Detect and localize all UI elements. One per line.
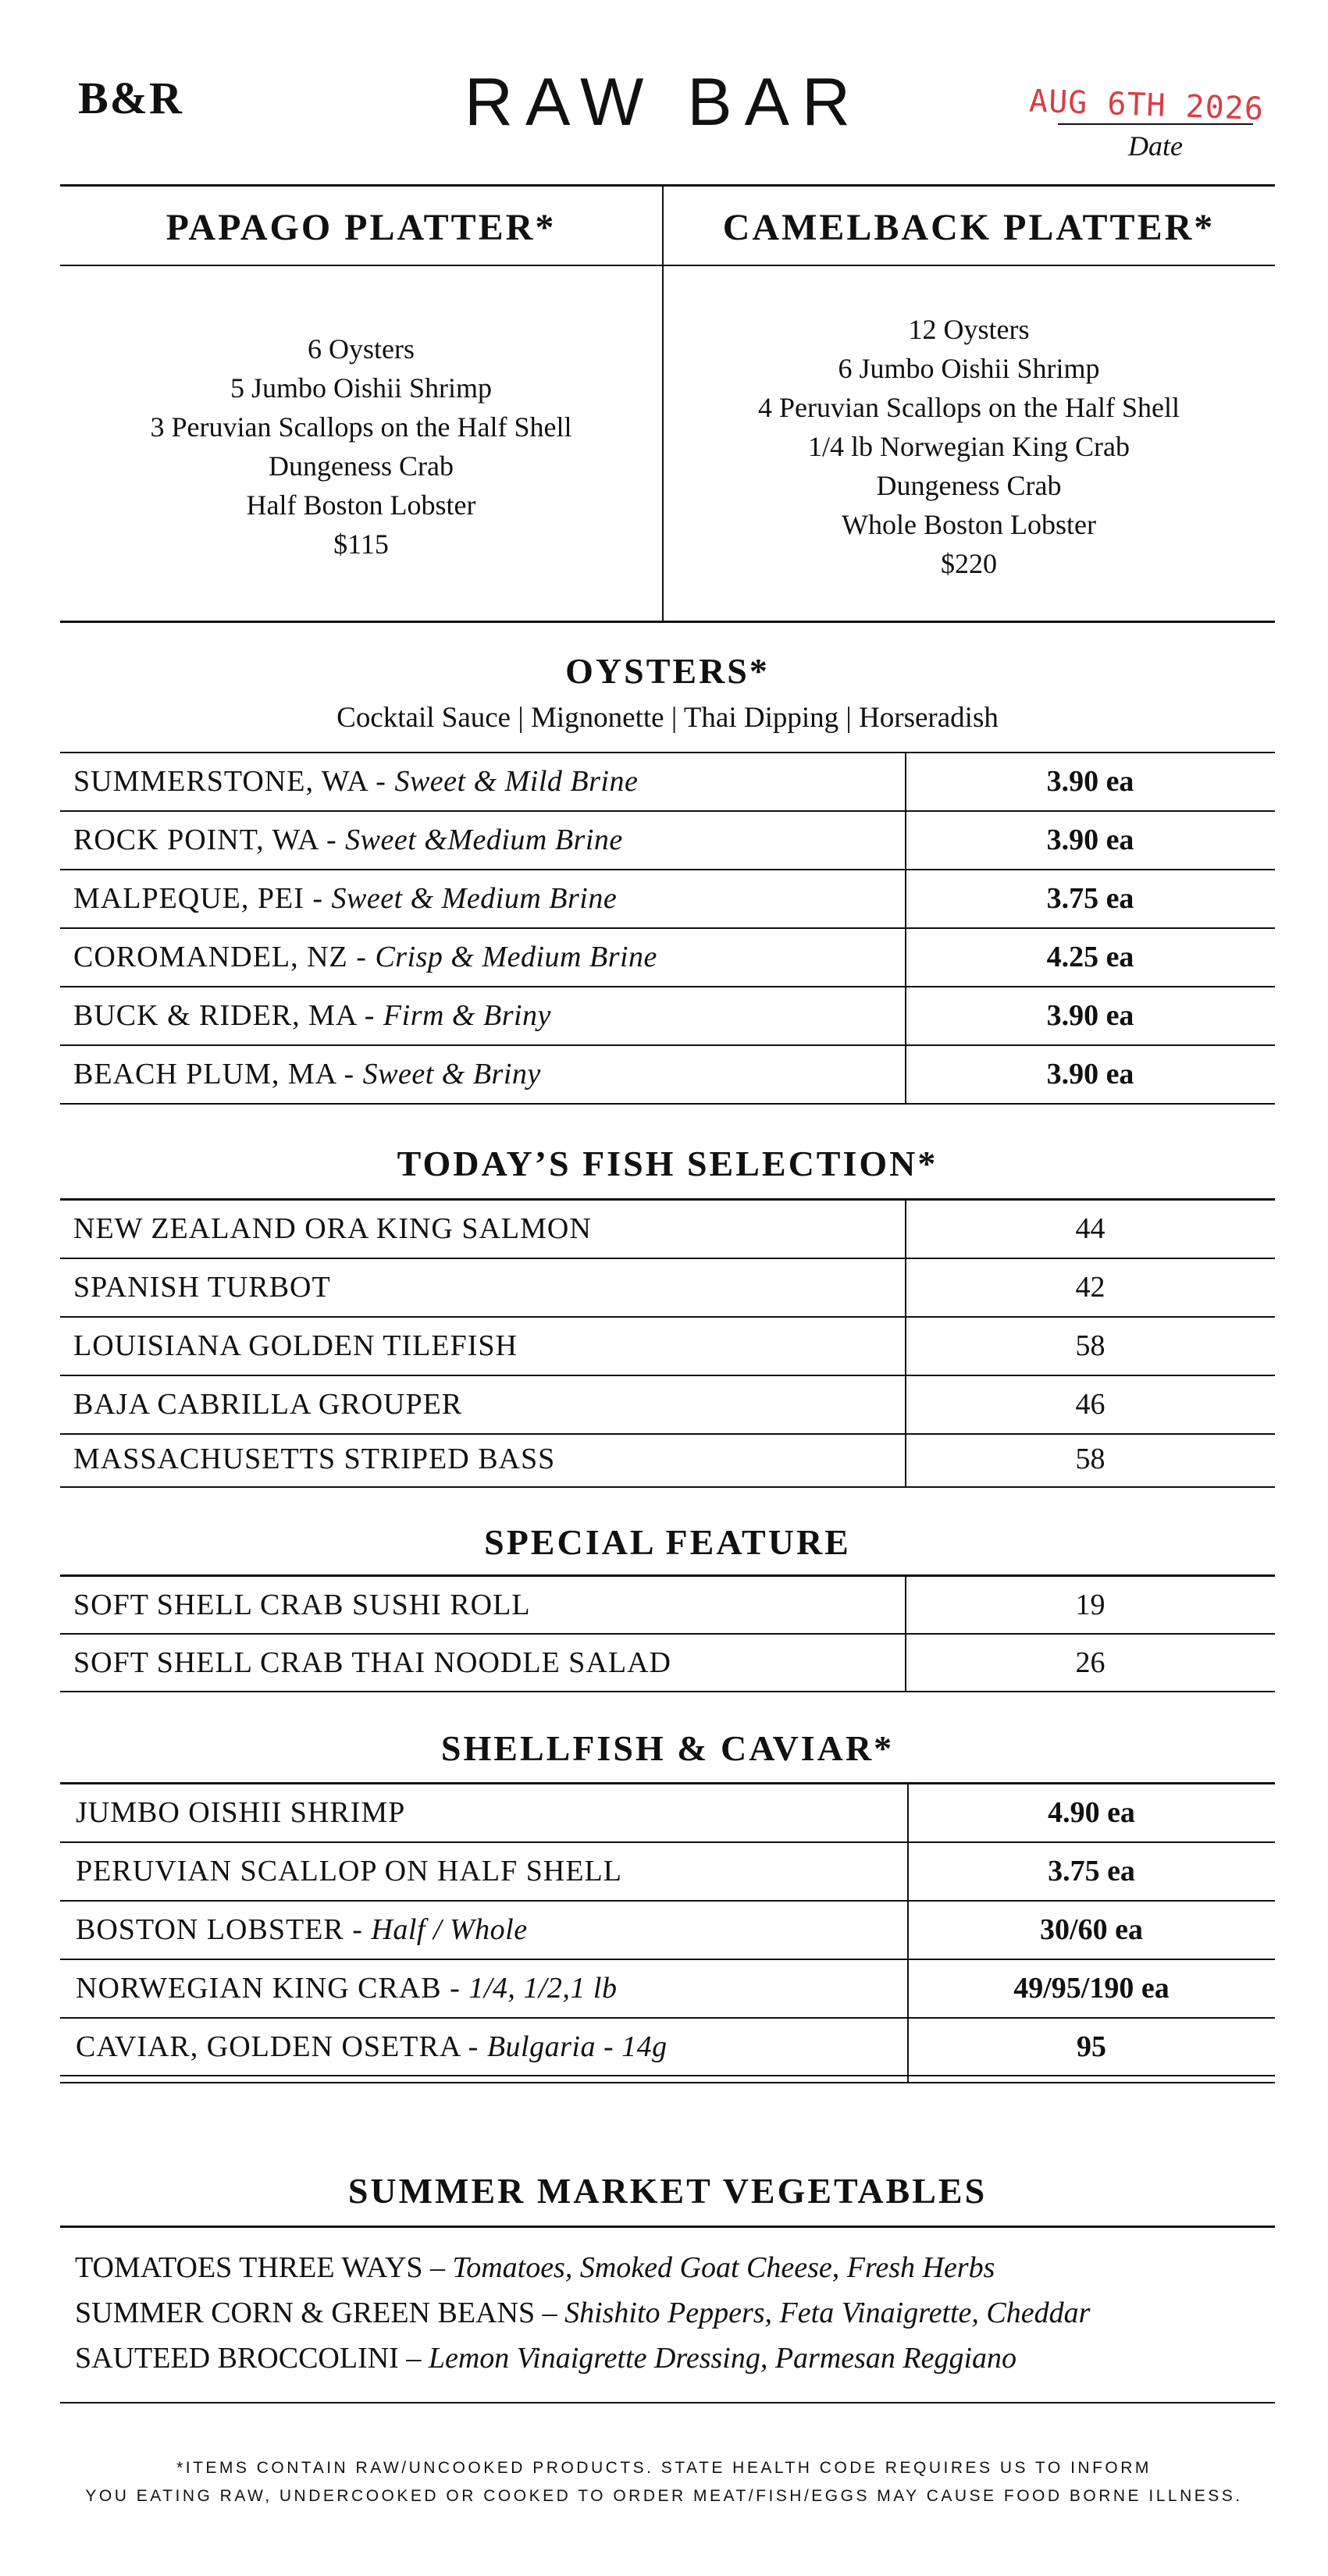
oyster-name: ROCK POINT, WA - [73,824,346,856]
vegetable-name: SUMMER CORN & GREEN BEANS – [75,2297,565,2329]
platter-header-rule [60,265,1275,266]
list-item: Dungeness Crab [876,470,1062,501]
list-item [75,2250,995,2285]
list-item: Half Boston Lobster [246,489,476,521]
shellfish-name: BOSTON LOBSTER - [76,1913,372,1946]
vegetables-top-rule [60,2226,1275,2228]
fish-price: 46 [1075,1388,1105,1421]
vegetable-description: Tomatoes, Smoked Goat Cheese, Fresh Herbs [452,2251,995,2284]
oyster-description: Firm & Briny [383,999,551,1032]
table-row [60,1258,1275,1317]
table-row [60,1045,1275,1104]
table-row [60,1901,1275,1959]
fish-table-bottom [60,1486,1275,1488]
platter-price: $220 [941,548,997,579]
shellfish-table-bottom [60,2075,1275,2076]
fish-price: 58 [1075,1329,1105,1362]
fish-name: LOUISIANA GOLDEN TILEFISH [73,1329,518,1362]
vegetable-name: SAUTEED BROCCOLINI – [75,2342,429,2375]
fish-name: NEW ZEALAND ORA KING SALMON [73,1212,592,1245]
brand-logo: B&R [78,73,183,123]
shellfish-name: JUMBO OISHII SHRIMP [76,1796,406,1829]
platter-top-rule [60,184,1275,187]
oyster-name: MALPEQUE, PEI - [73,882,332,915]
date-underline [1058,123,1253,125]
papago-platter-title: PAPAGO PLATTER* [166,207,557,248]
shellfish-title: SHELLFISH & CAVIAR* [440,1728,895,1768]
table-row [60,753,1275,811]
list-item: 4 Peruvian Scallops on the Half Shell [758,392,1180,423]
list-item: 6 Oysters [308,333,415,365]
table-row [60,1842,1275,1901]
fish-title: TODAY’S FISH SELECTION* [397,1144,938,1183]
shellfish-price: 95 [1077,2030,1106,2063]
list-item: 1/4 lb Norwegian King Crab [808,431,1130,462]
table-row [60,1784,1275,1842]
special-table-bottom [60,1691,1275,1692]
health-notice-line-1: *ITEMS CONTAIN RAW/UNCOOKED PRODUCTS. STATE HEALTH CODE REQUIRES US TO INFORM [176,2459,1152,2477]
papago-platter-items [60,329,662,564]
oysters-table-bottom [60,1103,1275,1105]
date-label: Date [1128,130,1183,162]
oysters-title: OYSTERS* [565,651,770,691]
shellfish-table-bottom-double [60,2082,1275,2083]
table-row [60,811,1275,870]
list-item: Dungeness Crab [269,450,454,482]
shellfish-description: 1/4, 1/2,1 lb [468,1972,618,2005]
shellfish-name: PERUVIAN SCALLOP ON HALF SHELL [76,1855,622,1888]
shellfish-description: Half / Whole [371,1913,528,1946]
vegetable-description: Shishito Peppers, Feta Vinaigrette, Cheddar [564,2297,1091,2329]
table-row [60,870,1275,928]
table-row [60,1430,1275,1489]
list-item: 5 Jumbo Oishii Shrimp [230,372,493,404]
table-row [60,928,1275,987]
list-item: 3 Peruvian Scallops on the Half Shell [150,411,572,443]
list-item: Whole Boston Lobster [842,509,1096,540]
shellfish-price: 49/95/190 ea [1013,1972,1170,2005]
table-row [60,1317,1275,1375]
list-item [75,2341,1016,2375]
oyster-price: 3.75 ea [1046,882,1134,915]
oysters-sauces: Cocktail Sauce | Mignonette | Thai Dipping | Horseradish [336,702,999,734]
shellfish-name: NORWEGIAN KING CRAB - [76,1972,469,2005]
table-row [60,987,1275,1045]
oyster-description: Sweet &Medium Brine [345,824,623,856]
oyster-price: 3.90 ea [1046,1058,1134,1091]
shellfish-price: 3.75 ea [1048,1855,1135,1888]
health-notice-line-2: YOU EATING RAW, UNDERCOOKED OR COOKED TO ORDER MEAT/FISH/EGGS MAY CAUSE FOOD BORNE ILLNESS. [85,2487,1243,2505]
table-row [60,1576,1275,1635]
shellfish-name: CAVIAR, GOLDEN OSETRA - [76,2030,487,2063]
oyster-description: Sweet & Briny [362,1058,541,1091]
camelback-platter-items [663,310,1275,583]
shellfish-price: 30/60 ea [1040,1913,1143,1946]
fish-price: 44 [1075,1212,1105,1245]
special-name: SOFT SHELL CRAB THAI NOODLE SALAD [73,1646,671,1679]
fish-price: 58 [1075,1443,1105,1475]
shellfish-price: 4.90 ea [1048,1796,1135,1829]
fish-name: BAJA CABRILLA GROUPER [73,1388,463,1421]
fish-name: SPANISH TURBOT [73,1271,331,1304]
oyster-description: Sweet & Medium Brine [331,882,618,915]
shellfish-description: Bulgaria - 14g [486,2030,668,2063]
oyster-price: 3.90 ea [1046,999,1134,1032]
table-row [60,1200,1275,1258]
oyster-name: BUCK & RIDER, MA - [73,999,383,1032]
vegetables-bottom-rule [60,2402,1275,2403]
oyster-description: Sweet & Mild Brine [394,765,639,798]
platter-price: $115 [333,528,389,560]
oyster-name: BEACH PLUM, MA - [73,1058,363,1091]
oyster-name: COROMANDEL, NZ - [73,941,376,973]
camelback-platter-title: CAMELBACK PLATTER* [722,207,1216,248]
table-row [60,1634,1275,1692]
special-name: SOFT SHELL CRAB SUSHI ROLL [73,1589,531,1621]
special-price: 19 [1075,1589,1105,1621]
special-title: SPECIAL FEATURE [484,1522,851,1562]
list-item: 12 Oysters [908,314,1030,345]
oyster-price: 3.90 ea [1046,765,1134,798]
table-row [60,1375,1275,1434]
vegetable-description: Lemon Vinaigrette Dressing, Parmesan Reggiano [428,2342,1017,2375]
platter-bottom-rule [60,621,1275,623]
vegetables-title: SUMMER MARKET VEGETABLES [347,2171,988,2211]
vegetable-name: TOMATOES THREE WAYS – [75,2251,453,2284]
oyster-price: 3.90 ea [1046,824,1134,856]
list-item: 6 Jumbo Oishii Shrimp [838,353,1100,384]
list-item [75,2296,1090,2330]
fish-price: 42 [1075,1271,1105,1304]
oyster-name: SUMMERSTONE, WA - [73,765,395,798]
fish-name: MASSACHUSETTS STRIPED BASS [73,1443,556,1475]
table-row [60,1959,1275,2018]
date-stamp: AUG 6TH 2026 [1028,83,1265,128]
oyster-price: 4.25 ea [1046,941,1134,973]
table-row [60,2018,1275,2076]
oyster-description: Crisp & Medium Brine [375,941,657,973]
special-price: 26 [1075,1646,1105,1679]
page-title: RAW BAR [464,65,863,140]
